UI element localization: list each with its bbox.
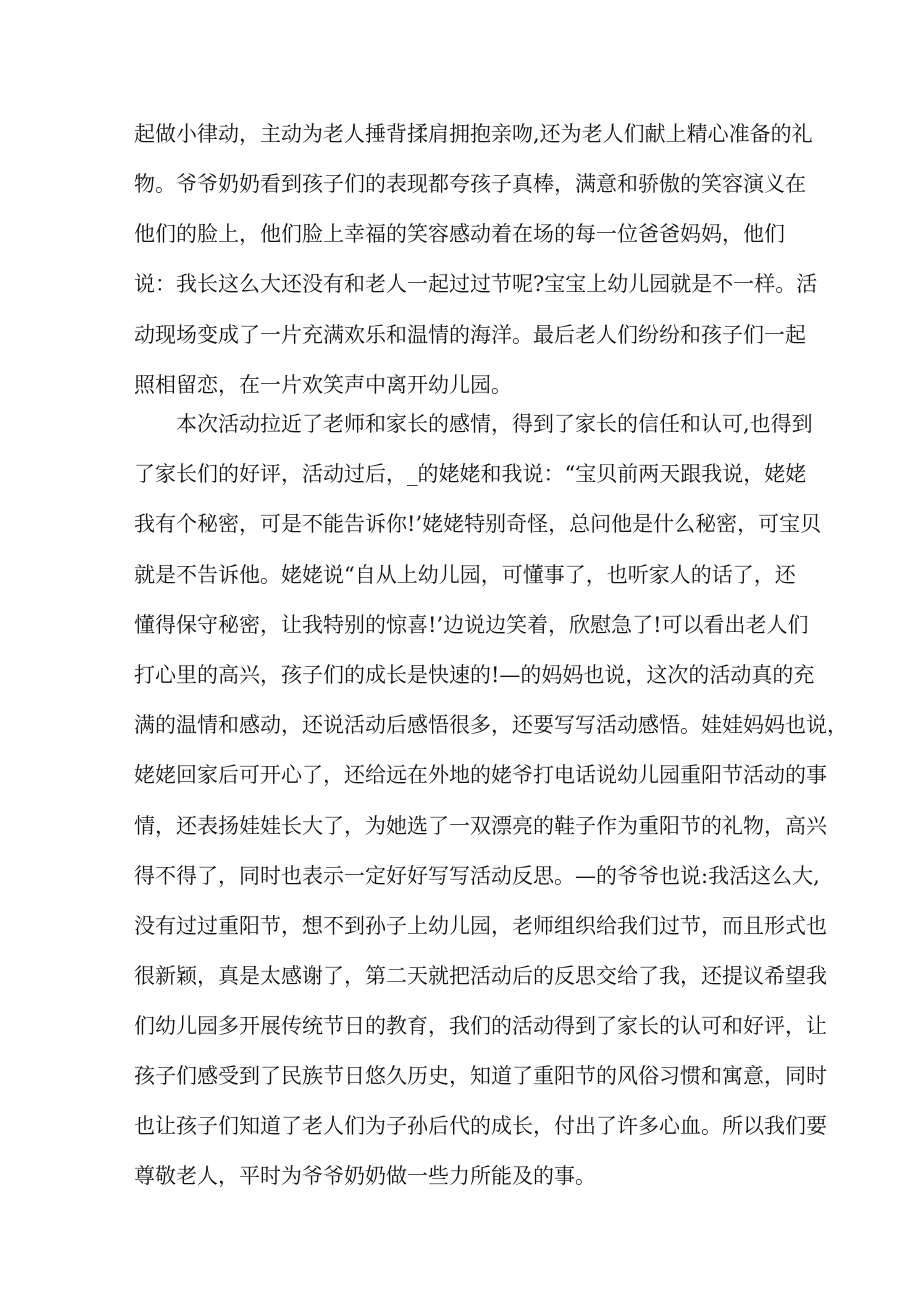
paragraph-line: 打心里的高兴，孩子们的成长是快速的!—的妈妈也说，这次的活动真的充 <box>134 663 815 687</box>
paragraph-line: 得不得了，同时也表示一定好好写写活动反思。—的爷爷也说:我活这么大, <box>134 864 820 888</box>
paragraph-line: 他们的脸上，他们脸上幸福的笑容感动着在场的每一位爸爸妈妈，他们 <box>134 222 785 246</box>
paragraph-line: 情，还表扬娃娃长大了，为她选了一双漂亮的鞋子作为重阳节的礼物，高兴 <box>134 814 827 838</box>
paragraph-line: 孩子们感受到了民族节日悠久历史，知道了重阳节的风俗习惯和寓意，同时 <box>134 1064 827 1088</box>
paragraph-line: 没有过过重阳节，想不到孙子上幼儿园，老师组织给我们过节，而且形式也 <box>134 914 827 938</box>
paragraph-line: 很新颖，真是太感谢了，第二天就把活动后的反思交给了我，还提议希望我 <box>134 964 827 988</box>
paragraph-line: 满的温情和感动，还说活动后感悟很多，还要写写活动感悟。娃娃妈妈也说， <box>134 713 848 737</box>
paragraph-line: 动现场变成了一片充满欢乐和温情的海洋。最后老人们纷纷和孩子们一起 <box>134 323 806 347</box>
paragraph-line: 姥姥回家后可开心了，还给远在外地的姥爷打电话说幼儿园重阳节活动的事 <box>134 763 827 787</box>
paragraph-line: 起做小律动，主动为老人捶背揉肩拥抱亲吻,还为老人们献上精心准备的礼 <box>134 122 813 146</box>
paragraph-line: 了家长们的好评，活动过后，_的姥姥和我说：“宝贝前两天跟我说，姥姥 <box>134 462 807 486</box>
paragraph-line: 懂得保守秘密，让我特别的惊喜!’边说边笑着，欣慰急了!可以看出老人们 <box>134 613 809 637</box>
paragraph-line: 就是不告诉他。姥姥说“自从上幼儿园，可懂事了，也听家人的话了，还 <box>134 563 796 587</box>
paragraph-line: 照相留恋，在一片欢笑声中离开幼儿园。 <box>134 373 512 397</box>
paragraph-line: 尊敬老人，平时为爷爷奶奶做一些力所能及的事。 <box>134 1164 596 1188</box>
paragraph-line: 本次活动拉近了老师和家长的感情，得到了家长的信任和认可,也得到 <box>176 412 813 436</box>
paragraph-line: 也让孩子们知道了老人们为子孙后代的成长，付出了许多心血。所以我们要 <box>134 1114 827 1138</box>
paragraph-line: 物。爷爷奶奶看到孩子们的表现都夸孩子真棒，满意和骄傲的笑容演义在 <box>134 172 806 196</box>
paragraph-line: 们幼儿园多开展传统节日的教育，我们的活动得到了家长的认可和好评，让 <box>134 1014 827 1038</box>
paragraph-line: 说：我长这么大还没有和老人一起过过节呢?宝宝上幼儿园就是不一样。活 <box>134 272 818 296</box>
paragraph-line: 我有个秘密，可是不能告诉你!’姥姥特别奇怪，总问他是什么秘密，可宝贝 <box>134 512 822 536</box>
